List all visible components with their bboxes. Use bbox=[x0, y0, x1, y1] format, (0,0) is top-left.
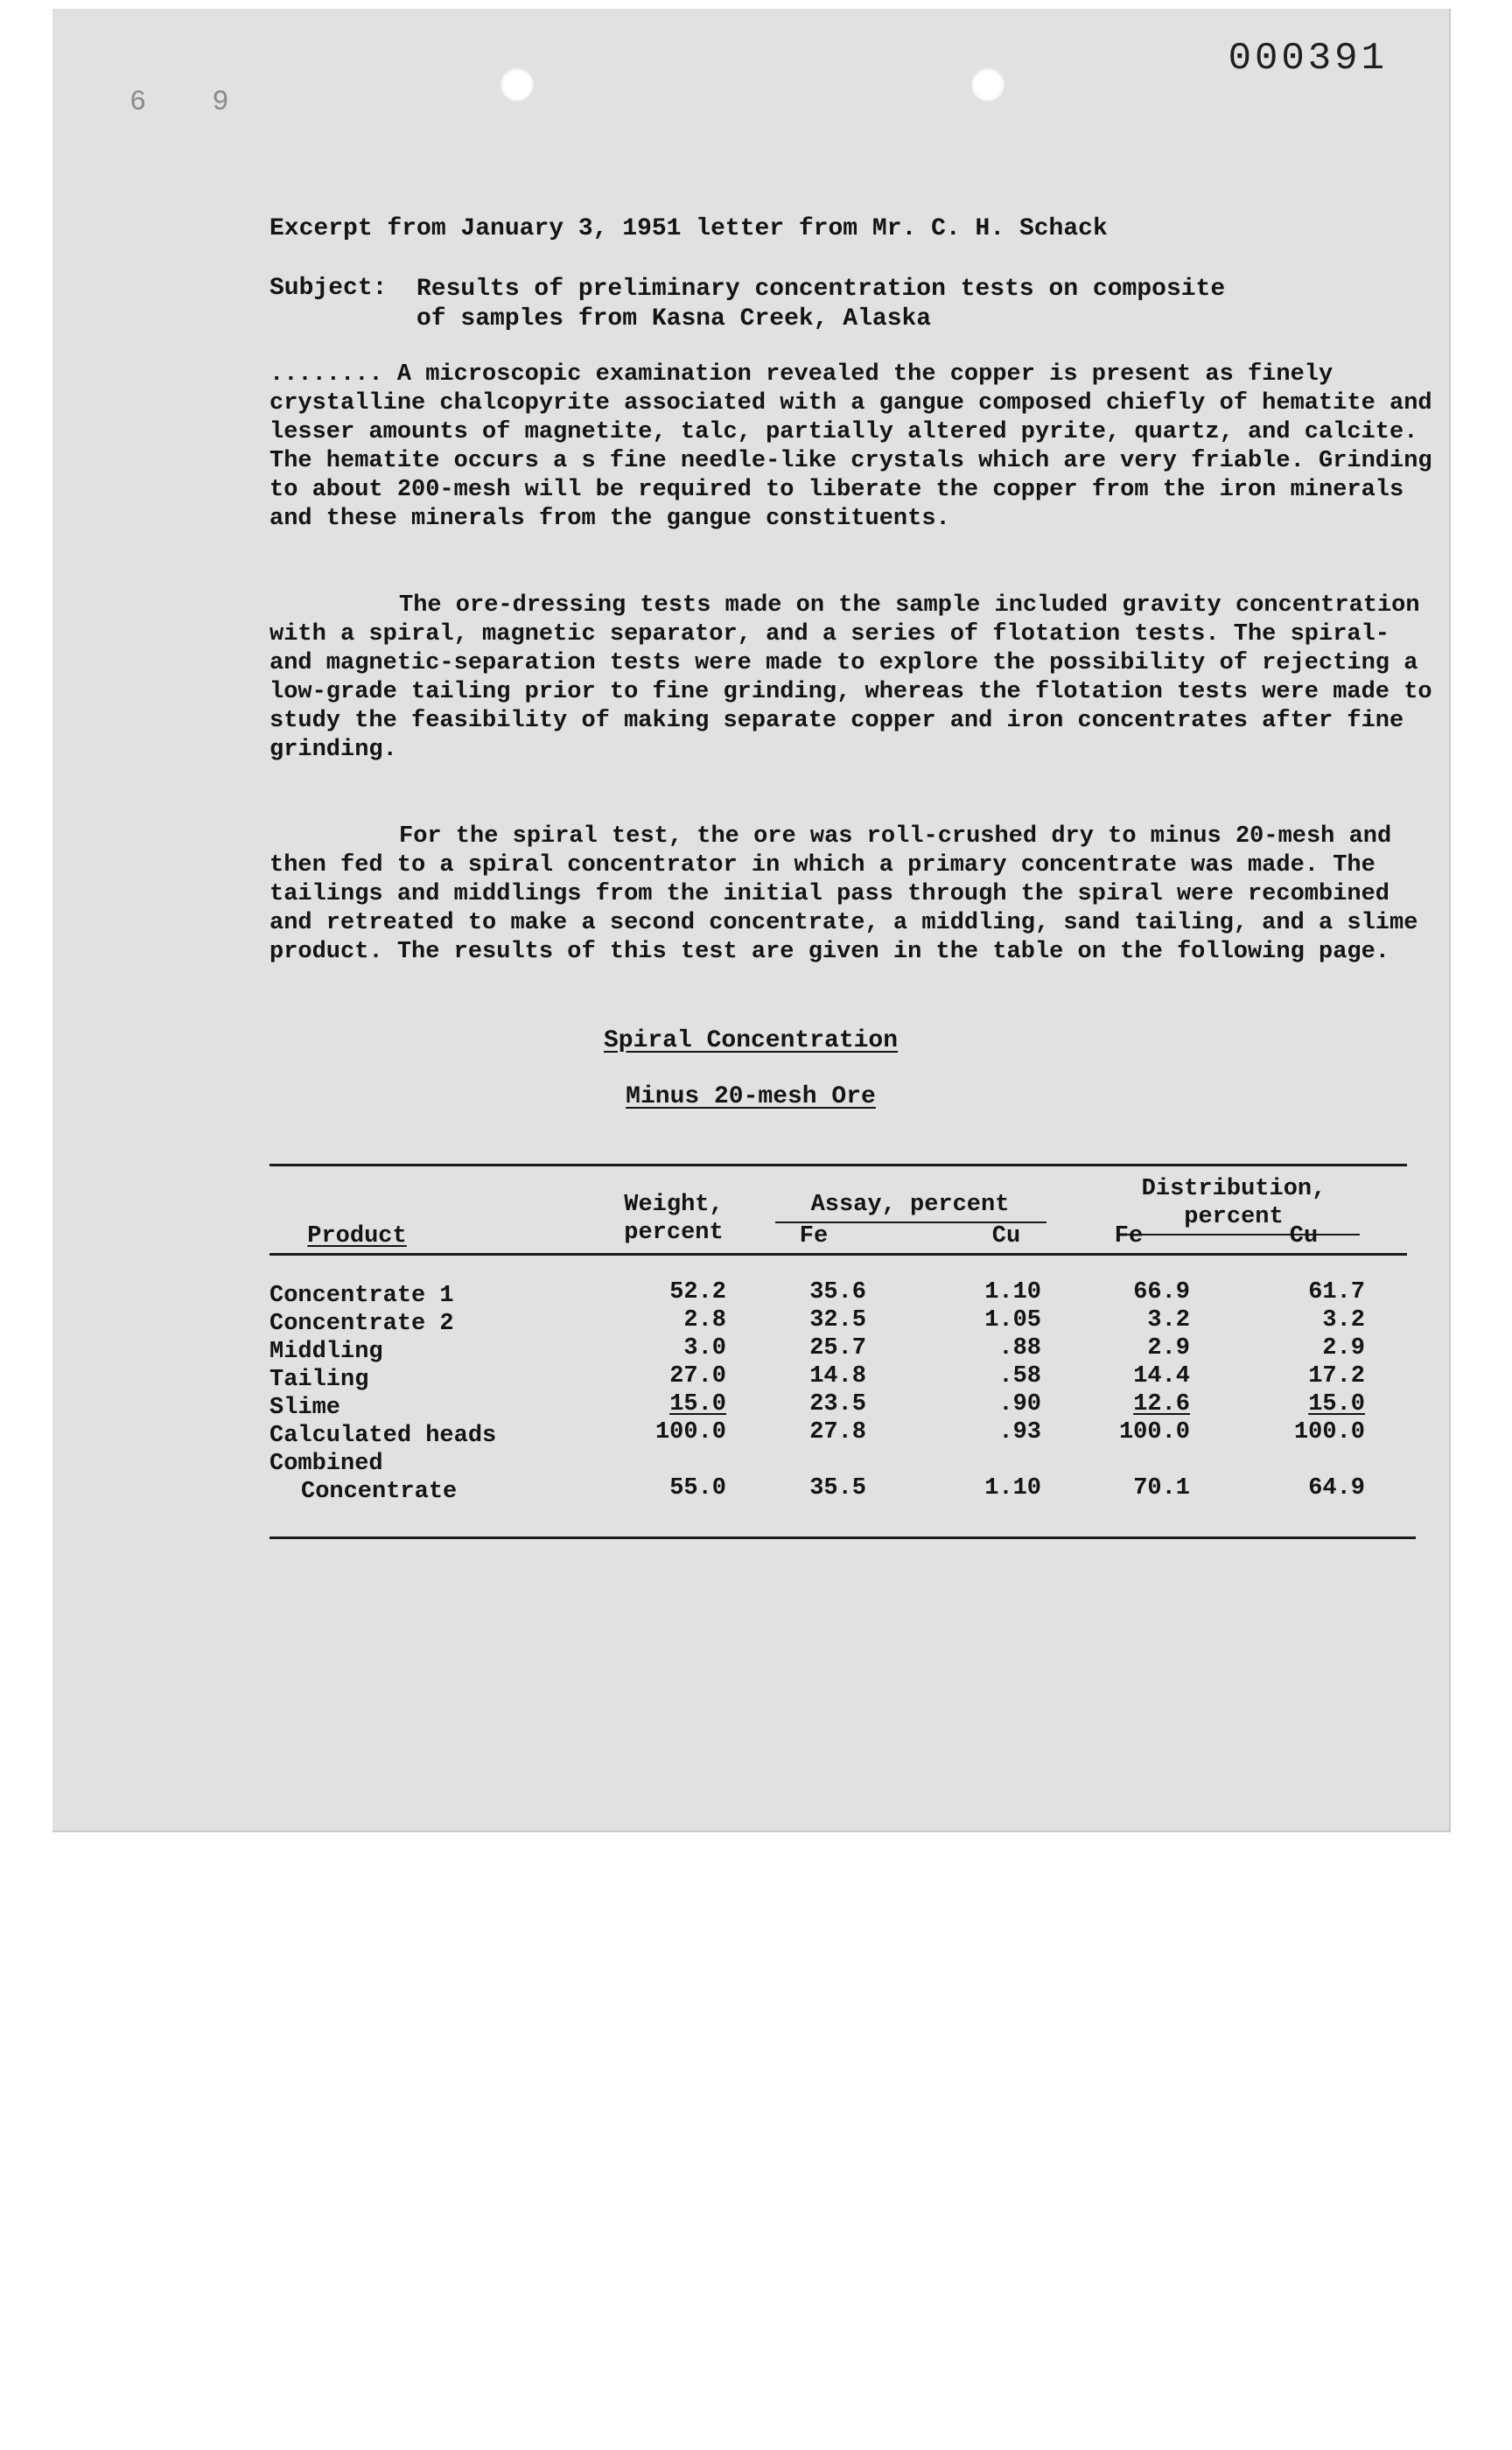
paragraph-2-wrapper bbox=[270, 592, 1442, 765]
punch-hole-right bbox=[971, 68, 1004, 102]
header-assay-fe: Fe bbox=[799, 1223, 829, 1250]
margin-mark: 6 9 bbox=[130, 86, 254, 118]
paragraph-3: For the spiral test, the ore was roll-crushed dry to minus 20-mesh and then fed to a spiral concentrator in which a primary concentrate was made. The tailings and middlings from the initial pass through the spiral were recombined and retreated to make a second concentrate, a middling, sand tailing, and a slime product. The results of this test are given in the table on the following page. bbox=[270, 823, 1418, 965]
table-top-rule bbox=[270, 1164, 1407, 1166]
punch-hole-left bbox=[500, 68, 534, 102]
page-number: 000391 bbox=[1228, 37, 1388, 80]
header-weight-2: percent bbox=[624, 1220, 724, 1246]
table-title-text: Spiral Concentration bbox=[603, 1027, 899, 1054]
header-dist-cu: Cu bbox=[1289, 1223, 1319, 1250]
letter-heading: Excerpt from January 3, 1951 letter from Mr. C. H. Schack bbox=[270, 215, 1108, 242]
header-distribution-2: percent bbox=[1184, 1204, 1284, 1230]
header-dist-fe: Fe bbox=[1114, 1223, 1144, 1250]
table-header-rule bbox=[270, 1253, 1407, 1256]
paragraph-1: ........ A microscopic examination revealed the copper is present as finely crystalline chalcopyrite associated with a gangue composed chiefly of hematite and lesser amounts of magnetite, talc, partially altered pyrite, quartz, and calcite. The hematite occurs a s fine needle-like crystals which are very friable. Grinding to about 200-mesh will be required to liberate the copper from the iron minerals and these minerals from the gangue constituents. bbox=[270, 361, 1432, 532]
paragraph-2: The ore-dressing tests made on the sample included gravity concentration with a spiral, magnetic separator, and a series of flotation tests. The spiral- and magnetic-separation tests were made to explore the possibility of rejecting a low-grade tailing prior to fine grinding, whereas the flotation tests were made to study the feasibility of making separate copper and iron concentrates after fine grinding. bbox=[270, 592, 1432, 763]
table-subtitle bbox=[52, 1083, 1449, 1110]
header-product: Product bbox=[307, 1223, 407, 1250]
table-title bbox=[52, 1027, 1449, 1054]
table-subtitle-text: Minus 20-mesh Ore bbox=[626, 1083, 876, 1110]
paragraph-3-wrapper bbox=[270, 822, 1442, 967]
table-bottom-rule bbox=[270, 1536, 1416, 1539]
header-assay: Assay, percent bbox=[810, 1192, 1010, 1218]
header-distribution-1: Distribution, bbox=[1141, 1176, 1326, 1202]
subject-label: Subject: bbox=[270, 275, 388, 302]
header-weight-1: Weight, bbox=[624, 1192, 724, 1218]
subject-text: Results of preliminary concentration tests on composite of samples from Kasna Creek, Alaska bbox=[416, 276, 1226, 332]
scanned-page: 000391 6 9 Excerpt from January 3, 1951 letter from Mr. C. H. Schack Subject: Results of preliminary concentration tests on composite of samples from Kasna Creek, Alaska ........ A microscopic examination revealed the copper is present as finely crystalline chalcopyrite associated with a gangue composed chiefly of hematite and lesser amounts of magnetite, talc, partially altered pyrite, quartz, and calcite. The hematite occurs a s fine needle-like crystals which are very friable. Grinding to about 200-mesh will be required to liberate the copper from the iron minerals and these minerals from the gangue constituents. The ore-dressing tests made on the sample included gravity concentration with a spiral, magnetic separator, and a series of flotation tests. The spiral- and magnetic-separation tests were made to explore the possibility of rejecting a low-grade tailing prior to fine grinding, whereas the flotation tests were made to study the feasibility of making separate copper and iron concentrates after fine grinding. For the spiral test, the ore was roll-crushed dry to minus 20-mesh and then fed to a spiral concentrator in which a primary concentrate was made. The tailings and middlings from the initial pass through the spiral were recombined and retreated to make a second concentrate, a middling, sand tailing, and a slime product. The results of this test are given in the table on the following page. Spiral Concentration Minus 20-mesh Ore Product Weight, percent Assay, percent Fe Cu Distribution, percent Fe Cu Concentrate 1 52.2 35.6 1.10 66.9 61.7 Concentrate 2 2.8 32.5 1.05 3.2 3.2 Middling 3.0 25.7 .88 2.9 2.9 Tailing 27.0 14.8 .58 14.4 17.2 Slime 15.0 23.5 .90 12.6 15.0 Calculated heads 100.0 27.8 .93 100.0 100.0 Combined Concentrate 55.0 35.5 1.10 70.1 64.9 bbox=[52, 9, 1451, 1832]
header-assay-cu: Cu bbox=[991, 1223, 1021, 1250]
subject-block bbox=[270, 275, 1239, 334]
